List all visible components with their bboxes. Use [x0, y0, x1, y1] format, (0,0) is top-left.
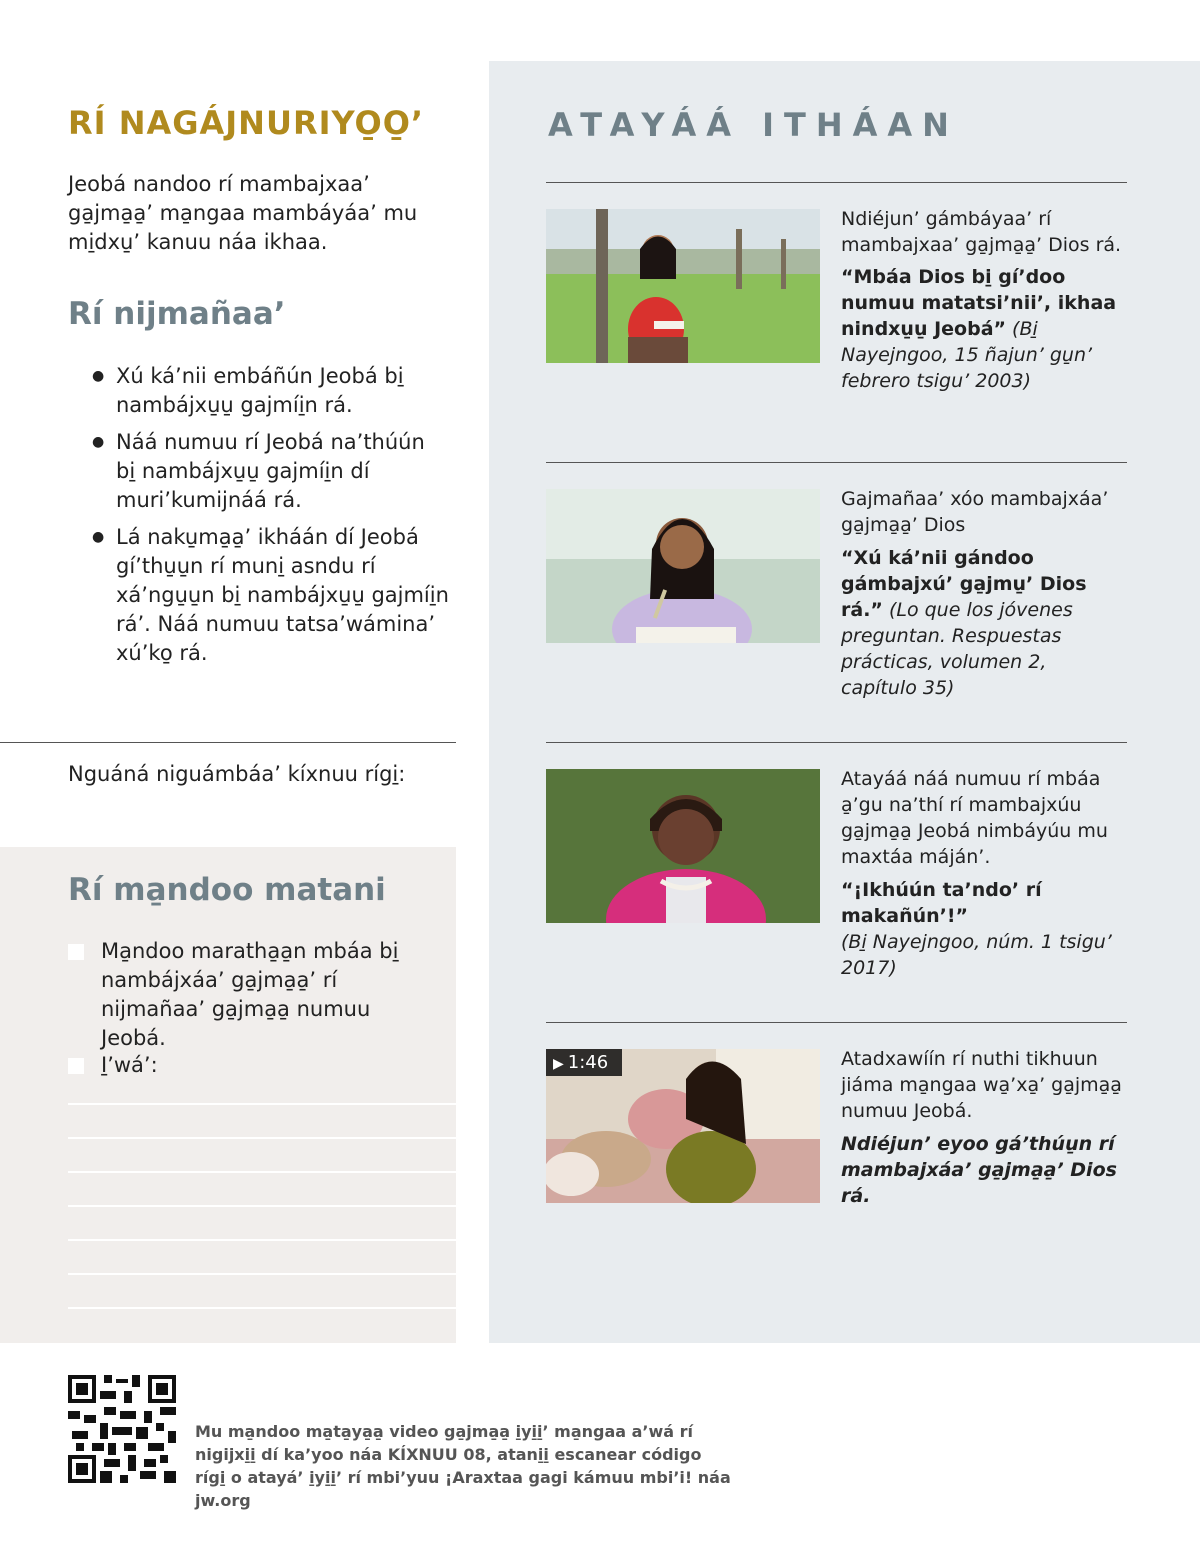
video-duration-badge: [546, 1049, 622, 1076]
item-source: (Lo que los jóvenes preguntan. Respuestas prácticas, volumen 2, capítulo 35): [841, 599, 1073, 699]
item-description: Ndiéjun’ gámbáyaa’ rí mambajxaa’ ga̱jma̱a̱’ Dios rá.: [841, 208, 1122, 256]
writing-line[interactable]: [68, 1307, 456, 1309]
video-duration: 1:46: [567, 1052, 609, 1073]
goal-checkbox[interactable]: [68, 1058, 84, 1074]
goal-text-other: I̱’wá’:: [101, 1053, 158, 1077]
video-girl-praying-thumbnail[interactable]: [546, 1049, 820, 1203]
question-text: Nguáná niguámbáa’ kíxnuu rígi̱:: [68, 762, 406, 786]
item-link[interactable]: [841, 264, 1126, 394]
woman-meditating-orchard-image[interactable]: [546, 209, 820, 363]
item-description: Atadxawíín rí nuthi tikhuun jiáma ma̱ngaa wa̱’xa̱’ ga̱jma̱a̱ numuu Jeobá.: [841, 1048, 1122, 1122]
item-title[interactable]: “Xú ká’nii gándoo gámbajxú’ ga̱jmu̱’ Dios rá.”: [841, 547, 1087, 621]
item-divider: [546, 182, 1127, 183]
review-title: Rí nijmañaa’: [68, 296, 286, 332]
item-divider: [546, 462, 1127, 463]
item-link[interactable]: [841, 545, 1126, 701]
play-icon: ▶: [553, 1056, 564, 1072]
item-title[interactable]: “¡Ikhúún ta’ndo’ rí makañún’!”: [841, 879, 1042, 927]
item-divider: [546, 1022, 1127, 1023]
review-item: ● Xú ká’nii embáñún Jeobá bi̱ nambájxu̱u̱ gajmíi̱n rá.: [90, 362, 450, 420]
item-description: Gajmañaa’ xóo mambajxáa’ ga̱jma̱a̱’ Dios: [841, 488, 1109, 536]
goal-text: Ma̱ndoo maratha̱a̱n mbáa bi̱ nambájxáa’ ga̱jma̱a̱’ rí nijmañaa’ ga̱jma̱a̱ numuu Jeobá.: [101, 939, 399, 1050]
girl-studying-image[interactable]: [546, 489, 820, 643]
writing-line[interactable]: [68, 1239, 456, 1241]
goal-title: Rí ma̱ndoo matani: [68, 872, 386, 908]
review-item: ● Lá naku̱ma̱a̱’ ikháán dí Jeobá gí’thu̱u̱n rí muni̱ asndu rí xá’ngu̱u̱n bi̱ nambájxu̱u̱ gajmíi̱n rá’. Náá numuu tatsa’wámina’ xú’ko̱ rá.: [90, 523, 450, 668]
qr-code-icon[interactable]: [68, 1375, 176, 1483]
review-item: ● Náá numuu rí Jeobá na’thúún bi̱ nambájxu̱u̱ gajmíi̱n dí muri’kumijnáá rá.: [90, 428, 450, 515]
writing-line[interactable]: [68, 1273, 456, 1275]
item-link[interactable]: [841, 877, 1126, 981]
footer-text: Mu ma̱ndoo ma̱ta̱ya̱a̱ video ga̱jma̱a̱ i̱yi̱i̱’ ma̱ngaa a’wá rí nigijxi̱i̱ dí ka’yoo náa KÍXNUU 08, atani̱i̱ escanear código rígi̱ o atayá’ i̱yi̱i̱’ rí mbi’yuu ¡Araxtaa gagi kámuu mbi’i! náa jw.org: [195, 1422, 731, 1510]
summary-title: RÍ NAGÁJNURIYO̱O̱’: [68, 104, 425, 142]
item-title[interactable]: “Mbáa Dios bi̱ gí’doo numuu matatsi’nii’, ikhaa nindxu̱u̱ Jeobá”: [841, 266, 1117, 340]
writing-line[interactable]: [68, 1103, 456, 1105]
item-source: (Bi̱ Nayejngoo, núm. 1 tsigu’ 2017): [841, 931, 1112, 979]
item-source: (Bi̱ Nayejngoo, 15 ñajun’ gu̱n’ febrero tsigu’ 2003): [841, 318, 1093, 392]
writing-line[interactable]: [68, 1137, 456, 1139]
smiling-woman-image[interactable]: [546, 769, 820, 923]
review-list: [90, 362, 450, 676]
item-divider: [546, 742, 1127, 743]
writing-line[interactable]: [68, 1205, 456, 1207]
explore-title: ATAYÁÁ ITHÁAN: [548, 106, 959, 144]
goal-checkbox[interactable]: [68, 944, 84, 960]
video-title[interactable]: Ndiéjun’ eyoo gá’thúu̱n rí mambajxáa’ ga̱jma̱a̱’ Dios rá.: [841, 1133, 1117, 1207]
writing-line[interactable]: [68, 1171, 456, 1173]
section-divider: [0, 742, 456, 743]
summary-text: Jeobá nandoo rí mambajxaa’ ga̱jma̱a̱’ ma̱ngaa mambáyáa’ mu mi̱dxu̱’ kanuu náa ikhaa.: [68, 172, 418, 254]
item-description: Atayáá náá numuu rí mbáa a̱’gu na’thí rí mambajxúu ga̱jma̱a̱ Jeobá nimbáyúu mu maxtáa máján’.: [841, 768, 1108, 868]
goal-panel-background: [0, 847, 456, 1343]
